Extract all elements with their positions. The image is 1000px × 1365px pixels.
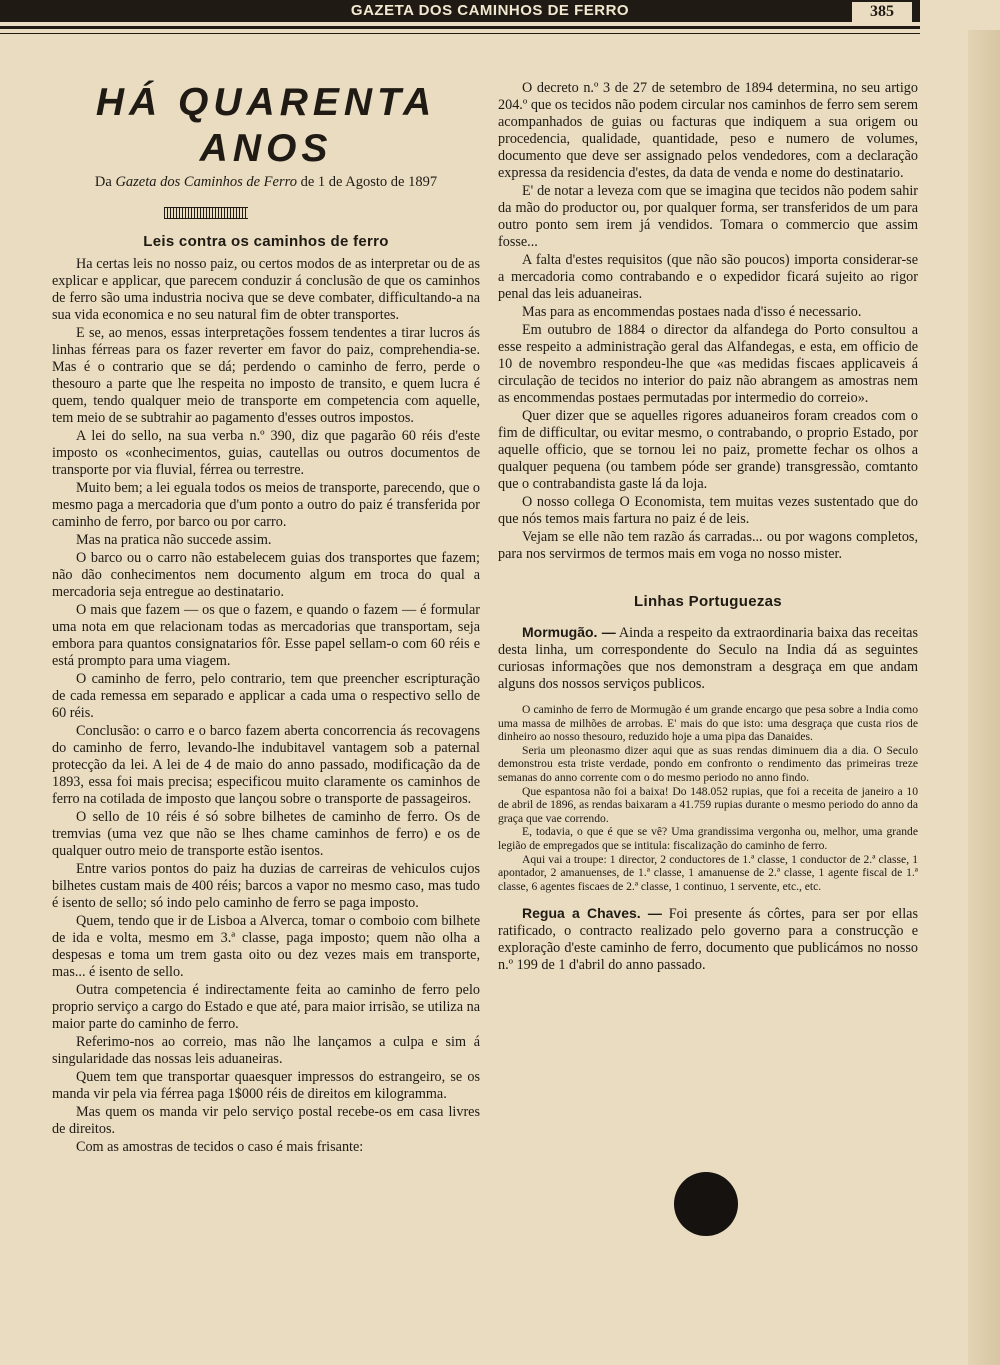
paragraph: A falta d'estes requisitos (que não são poucos) importa considerar-se a mercadoria como contrabando e o expedidor ficará sujeito ao rigor penal das leis aduaneiras. (498, 252, 918, 302)
paragraph: O nosso collega O Economista, tem muitas vezes sustentado que do que nós temos mais fartura no paiz é de leis. (498, 494, 918, 527)
paragraph: Vejam se elle não tem razão ás carradas... ou por wagons completos, para nos servirmos de termos mais em voga no nosso mister. (498, 529, 918, 562)
paragraph: Em outubro de 1884 o director da alfandega do Porto consultou a esse respeito a administração geral das Alfandegas, e esta, em officio de 10 de novembro respondeu-lhe que «as medidas fiscaes applicaveis á circulação de tecidos no interior do paiz não abrangem as amostras nem as encommendas postaes permutadas por intermedio do correio». (498, 322, 918, 406)
paragraph: Muito bem; a lei eguala todos os meios de transporte, parecendo, que o mesmo paga a mercadoria que d'um ponto a outro do paiz é transferida por caminho de ferro, por barco ou por carro. (52, 480, 480, 530)
paragraph: O mais que fazem — os que o fazem, e quando o fazem — é formular uma nota em que relacionam todas as mercadorias que transportam, seja embora para quantos consignatarios fôr. Esse papel sellam-o com 60 réis e está prompto para uma viagem. (52, 602, 480, 669)
right-column (498, 80, 918, 975)
paragraph: Conclusão: o carro e o barco fazem aberta concorrencia ás recovagens do caminho de ferro, levando-lhe indubitavel vantagem sob a paternal protecção da lei. A lei de 4 de maio do anno passado, modificação da de 1893, essa foi mais precisa; especificou muito claramente os caminhos de ferro na cotilada de imposto que lançou sobre o transporte de passageiros. (52, 723, 480, 807)
paragraph: E se, ao menos, essas interpretações fossem tendentes a tirar lucros ás linhas férreas para os fazer reverter em favor do paiz, comprehendia-se. Mas é o contrario que se dá; perdendo o caminho de ferro, perde o thesouro a parte que lhe respeita no imposto de transito, e quem lucra é quem, tendo qualquer meio de transporte em competencia com aquelle, tem meio de se subtrahir ao pagamento d'esses outros impostos. (52, 325, 480, 426)
quoted-excerpt (498, 703, 918, 893)
paragraph: Ha certas leis no nosso paiz, ou certos modos de as interpretar ou de as explicar e applicar, que parecem conduzir á conclusão de que os caminhos de ferro são uma industria nociva que se deve combater, difficultando-a na sua vida economica e no seu natural fim de obter transportes. (52, 256, 480, 323)
source-suffix: de 1 de Agosto de 1897 (300, 174, 438, 190)
quote-paragraph: O caminho de ferro de Mormugão é um grande encargo que pesa sobre a India como uma massa de milhões de arrobas. E' mais do que isto: uma desgraça que custa rios de dinheiro ao nosso thesouro, reduzido hoje a uma pipa das Danaides. (498, 703, 918, 744)
regua-text: Foi presente ás côrtes, para ser por ellas ratificado, o contracto realizado pelo governo para a construcção e exploração d'este caminho de ferro, documento que publicámos no nosso n.º 199 de 1 d'abril do anno passado. (498, 906, 918, 974)
paragraph: Mas quem os manda vir pelo serviço postal recebe-os em casa livres de direitos. (52, 1104, 480, 1137)
quote-paragraph: Seria um pleonasmo dizer aqui que as suas rendas diminuem dia a dia. O Seculo demonstrou esta triste verdade, pondo em confronto o rendimento das primeiras treze semanas do anno corrente com o do mesmo periodo no anno findo. (498, 743, 918, 784)
masthead-title: GAZETA DOS CAMINHOS DE FERRO (350, 2, 630, 19)
left-column (52, 60, 480, 1157)
mormugao-paragraph (498, 624, 918, 693)
paragraph: O decreto n.º 3 de 27 de setembro de 1894 determina, no seu artigo 204.º que os tecidos não podem circular nos caminhos de ferro sem serem acompanhados de guias ou facturas que indiquem a sua origem ou procedencia, qualidade, quantidade, peso e numero de volumes, documento que deve ser assignado pelos vendedores, com a declaração expressa da residencia d'estes, da data de venda e nome do destinatario. (498, 80, 918, 181)
page-number: 385 (852, 2, 912, 22)
regua-runin: Regua a Chaves. — (522, 905, 662, 922)
mormugao-text: Ainda a respeito da extraordinaria baixa das receitas desta linha, um correspondente do Seculo na India dá as seguintes curiosas informações que nos demonstram a desgraça em que andam alguns dos nossos serviços publicos. (498, 625, 918, 692)
mormugao-runin: Mormugão. — (522, 624, 616, 640)
article-title: HÁ QUARENTA ANOS (95, 81, 437, 170)
section-heading-leis: Leis contra os caminhos de ferro (143, 233, 389, 250)
regua-paragraph (498, 905, 918, 974)
paragraph: O sello de 10 réis é só sobre bilhetes de caminho de ferro. Os de tremvias (uma vez que não se lhes chame caminhos de ferro) e os de qualquer outro meio de transporte estão isentos. (52, 809, 480, 859)
paragraph: Quem tem que transportar quaesquer impressos do estrangeiro, se os manda vir pela via férrea paga 1$000 réis de direitos em kilogramma. (52, 1069, 480, 1102)
header-rule (0, 26, 920, 34)
paragraph: O caminho de ferro, pelo contrario, tem que preencher escripturação de cada remessa em separado e applicar a cada uma o respectivo sello de 60 réis. (52, 671, 480, 721)
paragraph: Outra competencia é indirectamente feita ao caminho de ferro pelo proprio serviço a cargo do Estado e que até, para maior irrisão, se utiliza na maior parte do caminho de ferro. (52, 982, 480, 1032)
ornament-divider (164, 207, 248, 219)
quote-paragraph: Que espantosa não foi a baixa! Do 148.052 rupias, que foi a receita de janeiro a 10 de abril de 1896, as rendas baixaram a 41.759 rupias durante o mesmo periodo do anno da graça que vae correndo. (498, 784, 918, 825)
paragraph: Entre varios pontos do paiz ha duzias de carreiras de vehiculos cujos bilhetes custam mais de 400 réis; barcos a vapor no mesmo caso, mas tudo é isento de sello; só indo pelo caminho de ferro se paga imposto. (52, 861, 480, 911)
paragraph: Quem, tendo que ir de Lisboa a Alverca, tomar o comboio com bilhete de ida e volta, mesmo em 3.ª classe, paga imposto; quem não olha a despesas e toma um trem gasta oito ou dez vezes mais em transporte, mas... é isento de sello. (52, 913, 480, 980)
paragraph: Mas na pratica não succede assim. (76, 532, 272, 548)
quote-paragraph: Aqui vai a troupe: 1 director, 2 conductores de 1.ª classe, 1 conductor de 2.ª classe, 1 apontador, 2 amanuenses, de 1.ª classe, 1 amanuense de 2.ª classe, 1 agente fiscal de 1.ª classe, 6 agentes fiscaes de 2.ª classe, 1 continuo, 1 servente, etc., etc. (498, 852, 918, 893)
paragraph: Com as amostras de tecidos o caso é mais frisante: (76, 1139, 364, 1155)
paragraph: Quer dizer que se aquelles rigores aduaneiros foram creados com o fim de difficultar, ou evitar mesmo, o contrabando, o proprio Estado, por aquelle officio, que se tornou lei no paiz, promette fechar os olhos a qualquer pequena (ou tambem póde ser grande) transgressão, comtanto que o contrabandista gaste lá da loja. (498, 408, 918, 492)
paragraph: Mas para as encommendas postaes nada d'isso é necessario. (522, 304, 862, 320)
source-prefix: Da (94, 174, 112, 190)
quote-paragraph: E, todavia, o que é que se vê? Uma grandissima vergonha ou, melhor, uma grande legião de empregados que se intitula: fiscalização do caminho de ferro. (498, 825, 918, 852)
punch-hole-mark (674, 1172, 738, 1236)
source-publication: Gazeta dos Caminhos de Ferro (115, 174, 297, 190)
paragraph: E' de notar a leveza com que se imagina que tecidos não podem sahir da mão do productor ou, por qualquer forma, ser transferidos de um para outro ponto sem irem já vendidos. Tomara o commercio que assim fosse... (498, 183, 918, 250)
paragraph: Referimo-nos ao correio, mas não lhe lançamos a culpa e sim á singularidade das nossas leis aduaneiras. (52, 1034, 480, 1067)
section-heading-linhas: Linhas Portuguezas (634, 593, 782, 610)
source-line (52, 174, 480, 191)
paragraph: O barco ou o carro não estabelecem guias dos transportes que fazem; não dão conhecimentos nem documento algum em troca do qual a mercadoria seja entregue ao destinatario. (52, 550, 480, 600)
paragraph: A lei do sello, na sua verba n.º 390, diz que pagarão 60 réis d'este imposto os «conhecimentos, guias, cautellas ou outros documentos de transporte por via fluvial, férrea ou terrestre. (52, 428, 480, 478)
page-edge (968, 30, 1000, 1365)
